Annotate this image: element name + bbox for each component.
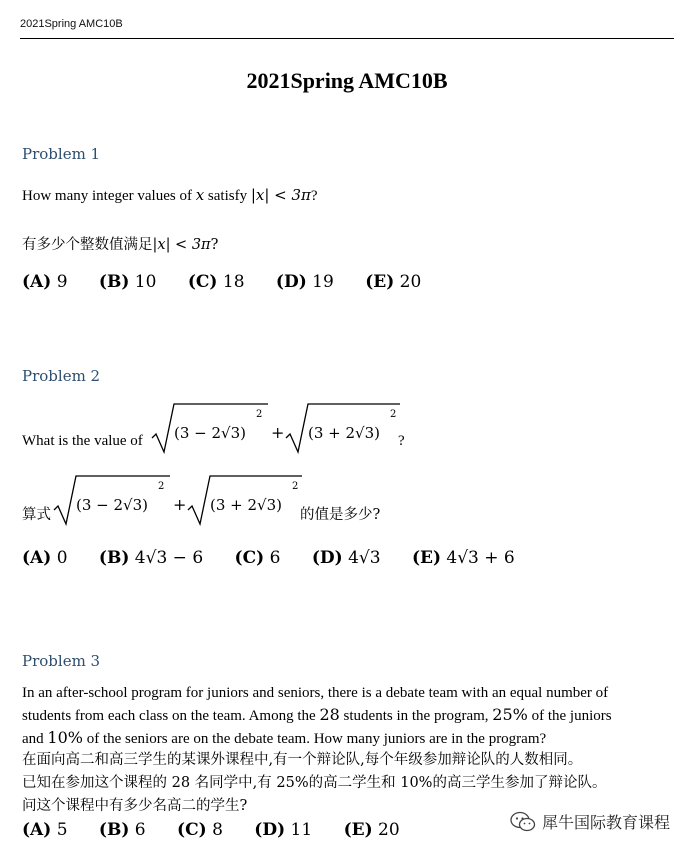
p1-en-mid: satisfy	[204, 188, 251, 204]
p1-en-math: |x| < 3π	[250, 186, 311, 204]
p2-zh-term2: (3 + 2√3)	[210, 496, 282, 514]
p2-zh-suffix: 的值是多少?	[300, 507, 381, 523]
header-divider	[20, 38, 674, 39]
p2-en-suffix: ?	[398, 433, 405, 449]
problem-1-heading: Problem 1	[22, 145, 101, 163]
choice-c: (C) 6	[234, 548, 281, 568]
p1-zh-math: |x| < 3π	[152, 237, 211, 253]
choice-b: (B) 6	[98, 820, 146, 840]
p1-en-suffix: ?	[310, 188, 318, 204]
p2-zh-exp2: 2	[292, 481, 299, 492]
choice-a: (A) 9	[22, 272, 68, 292]
p3-zh-line3: 问这个课程中有多少名高二的学生?	[22, 798, 248, 814]
choice-a: (A) 0	[22, 548, 68, 568]
choice-b: (B) 4√3 − 6	[98, 548, 204, 568]
choice-e: (E) 20	[343, 820, 400, 840]
problem-3-english	[22, 683, 662, 750]
p1-zh-prefix: 有多少个整数值满足	[22, 237, 153, 253]
p2-zh-term1: (3 − 2√3)	[76, 496, 148, 514]
choice-c: (C) 18	[187, 272, 245, 292]
problem-3-heading: Problem 3	[22, 652, 101, 670]
p3-en-line3: and 10% of the seniors are on the debate team. How many juniors are in the program?	[22, 728, 547, 747]
p2-zh-prefix: 算式	[22, 507, 51, 523]
problem-3-choices	[22, 820, 426, 840]
problem-3-chinese	[22, 749, 662, 818]
p3-en-line2: students from each class on the team. Among the 28 students in the program, 25% of the juniors	[22, 705, 612, 724]
p3-en-line1: In an after-school program for juniors and seniors, there is a debate team with an equal number of	[22, 685, 609, 701]
choice-c: (C) 8	[177, 820, 223, 840]
choice-d: (D) 11	[254, 820, 313, 840]
choice-a: (A) 5	[22, 820, 68, 840]
p2-zh-exp1: 2	[158, 481, 165, 492]
problem-1-chinese	[22, 233, 218, 254]
document-title: 2021Spring AMC10B	[246, 68, 448, 93]
choice-e: (E) 20	[365, 272, 422, 292]
watermark-text: 犀牛国际教育课程	[541, 813, 670, 832]
p2-zh-formula	[52, 472, 312, 528]
p2-exp1: 2	[256, 409, 263, 420]
choice-d: (D) 4√3	[311, 548, 381, 568]
p2-zh-plus: +	[173, 495, 187, 514]
running-header: 2021Spring AMC10B	[20, 18, 123, 30]
wechat-icon	[510, 811, 536, 833]
p2-exp2: 2	[390, 409, 397, 420]
p2-term1: (3 − 2√3)	[174, 424, 246, 442]
problem-1-english	[22, 186, 318, 205]
p1-zh-suffix: ?	[210, 237, 219, 253]
choice-b: (B) 10	[98, 272, 157, 292]
p3-zh-line1: 在面向高二和高三学生的某课外课程中,有一个辩论队,每个年级参加辩论队的人数相同。	[22, 752, 583, 768]
choice-e: (E) 4√3 + 6	[411, 548, 515, 568]
watermark	[510, 810, 670, 833]
choice-d: (D) 19	[275, 272, 334, 292]
p1-en-prefix: How many integer values of	[22, 188, 196, 204]
p2-en-formula	[150, 400, 410, 456]
p1-en-var: x	[195, 186, 205, 204]
problem-2-choices	[22, 548, 541, 568]
p2-plus: +	[271, 423, 285, 442]
p2-term2: (3 + 2√3)	[308, 424, 380, 442]
p2-en-prefix: What is the value of	[22, 433, 143, 449]
problem-1-choices	[22, 272, 447, 292]
problem-2-heading: Problem 2	[22, 367, 101, 385]
p3-zh-line2: 已知在参加这个课程的 28 名同学中,有 25%的高二学生和 10%的高三学生参加了辩论队。	[22, 775, 607, 791]
